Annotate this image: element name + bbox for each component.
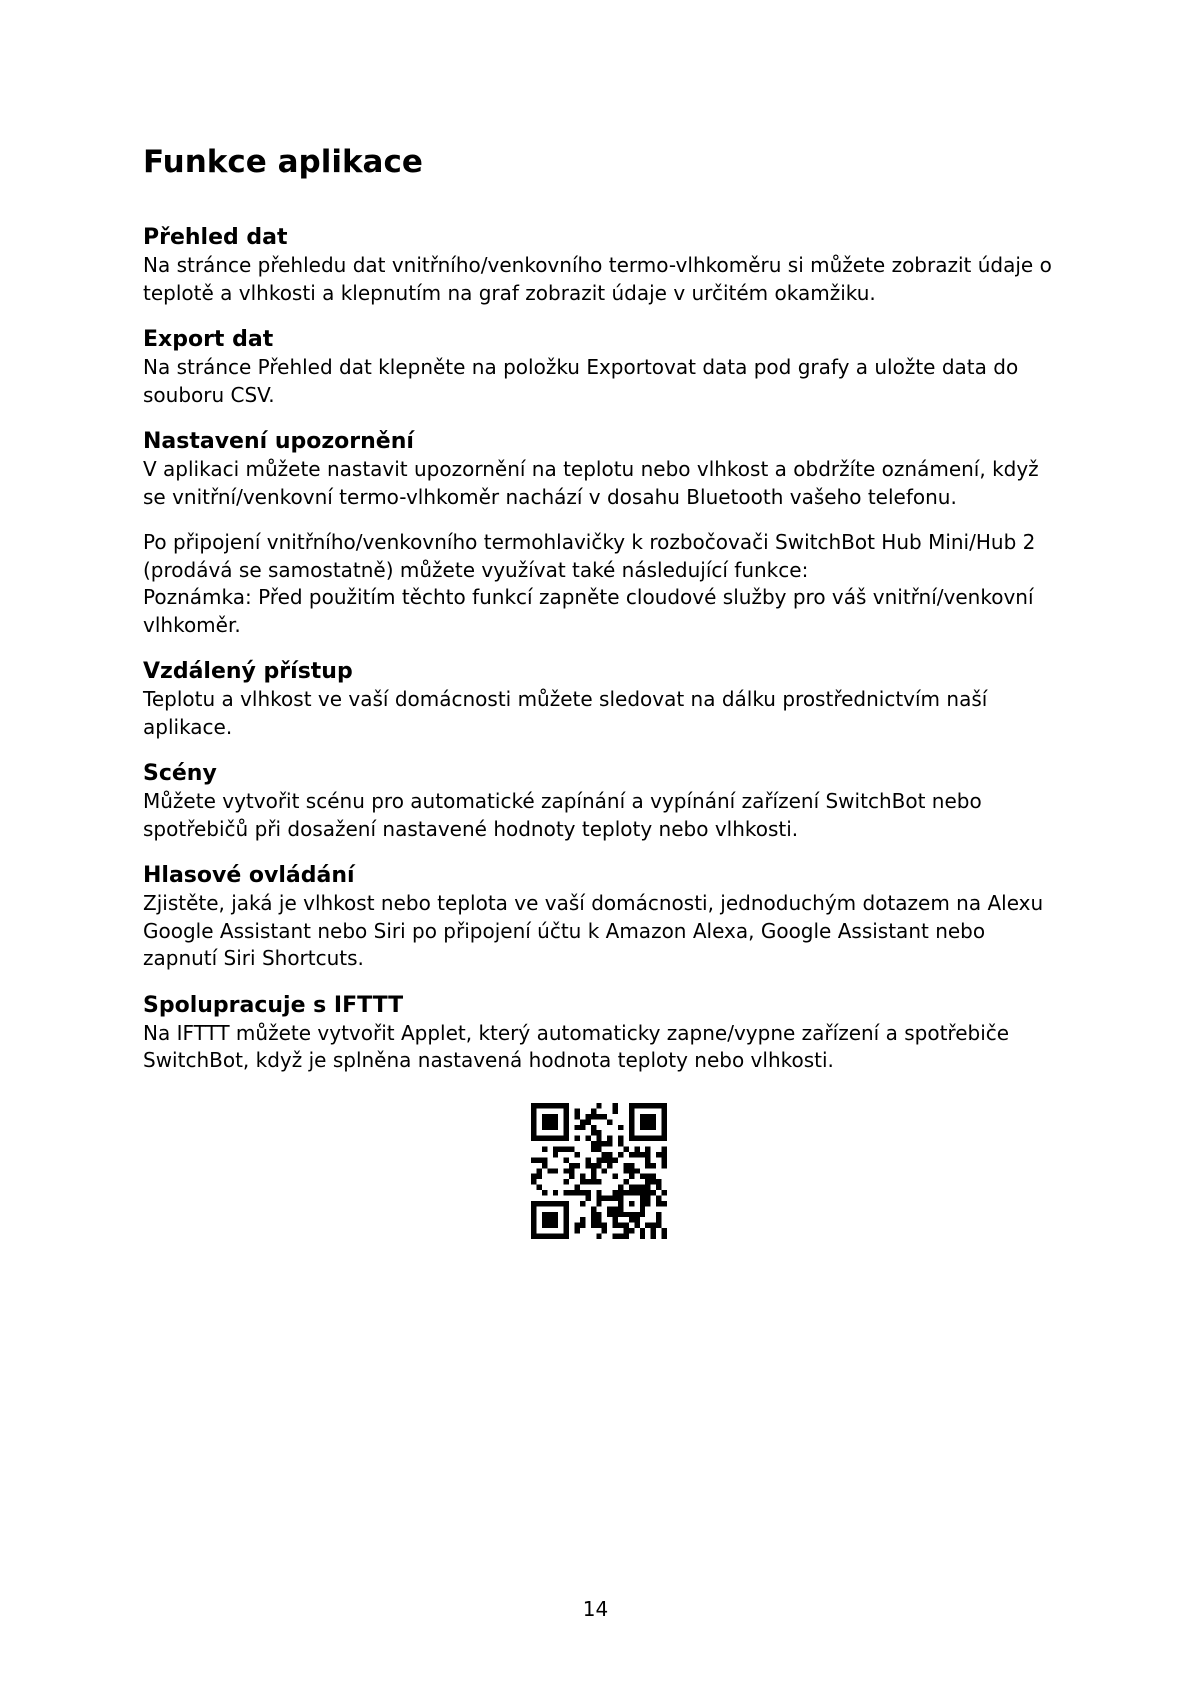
section-text: Na stránce Přehled dat klepněte na položku Exportovat data pod grafy a uložte data do souboru CSV. — [143, 355, 1019, 407]
section-ifttt — [143, 991, 1083, 1075]
content — [143, 223, 1083, 1075]
section-heading: Export dat — [143, 327, 274, 352]
section-heading: Nastavení upozornění — [143, 429, 414, 454]
section-alerts — [143, 427, 1083, 511]
section-text: Můžete vytvořit scénu pro automatické zapínání a vypínání zařízení SwitchBot nebo spotřebičů při dosažení nastavené hodnoty teploty nebo vlhkosti. — [143, 789, 982, 841]
hub-note — [143, 529, 1083, 639]
section-scenes — [143, 759, 1083, 843]
section-text: Teplotu a vlhkost ve vaší domácnosti můžete sledovat na dálku prostřednictvím naší aplikace. — [143, 687, 988, 739]
section-heading: Hlasové ovládání — [143, 863, 355, 888]
hub-note-text: Po připojení vnitřního/venkovního termohlavičky k rozbočovači SwitchBot Hub Mini/Hub 2 (prodává se samostatně) můžete využívat také následující funkce: Poznámka: Před použitím těchto funkcí zapněte cloudové služby pro váš vnitřní/venkovní vlhkoměr. — [143, 530, 1036, 637]
section-text: Na IFTTT můžete vytvořit Applet, který automaticky zapne/vypne zařízení a spotřebiče SwitchBot, když je splněna nastavená hodnota teploty nebo vlhkosti. — [143, 1020, 1010, 1072]
section-data-overview — [143, 223, 1083, 307]
section-heading: Vzdálený přístup — [143, 659, 353, 684]
section-remote-access — [143, 657, 1083, 741]
section-heading: Přehled dat — [143, 225, 288, 250]
section-heading: Spolupracuje s IFTTT — [143, 992, 404, 1018]
section-text: V aplikaci můžete nastavit upozornění na teplotu nebo vlhkost a obdržíte oznámení, když se vnitřní/venkovní termo-vlhkoměr nachází v dosahu Bluetooth vašeho telefonu. — [143, 457, 1039, 509]
qr-code-icon — [531, 1103, 667, 1239]
section-text: Na stránce přehledu dat vnitřního/venkovního termo-vlhkoměru si můžete zobrazit údaje o teplotě a vlhkosti a klepnutím na graf zobrazit údaje v určitém okamžiku. — [143, 253, 1052, 305]
page-title: Funkce aplikace — [143, 144, 423, 180]
section-voice-control — [143, 861, 1083, 973]
section-heading: Scény — [143, 761, 217, 786]
section-text: Zjistěte, jaká je vlhkost nebo teplota ve vaší domácnosti, jednoduchým dotazem na Alexu Google Assistant nebo Siri po připojení účtu k Amazon Alexa, Google Assistant nebo zapnutí Siri Shortcuts. — [143, 891, 1044, 970]
page-number: 14 — [582, 1597, 609, 1621]
section-data-export — [143, 325, 1083, 409]
